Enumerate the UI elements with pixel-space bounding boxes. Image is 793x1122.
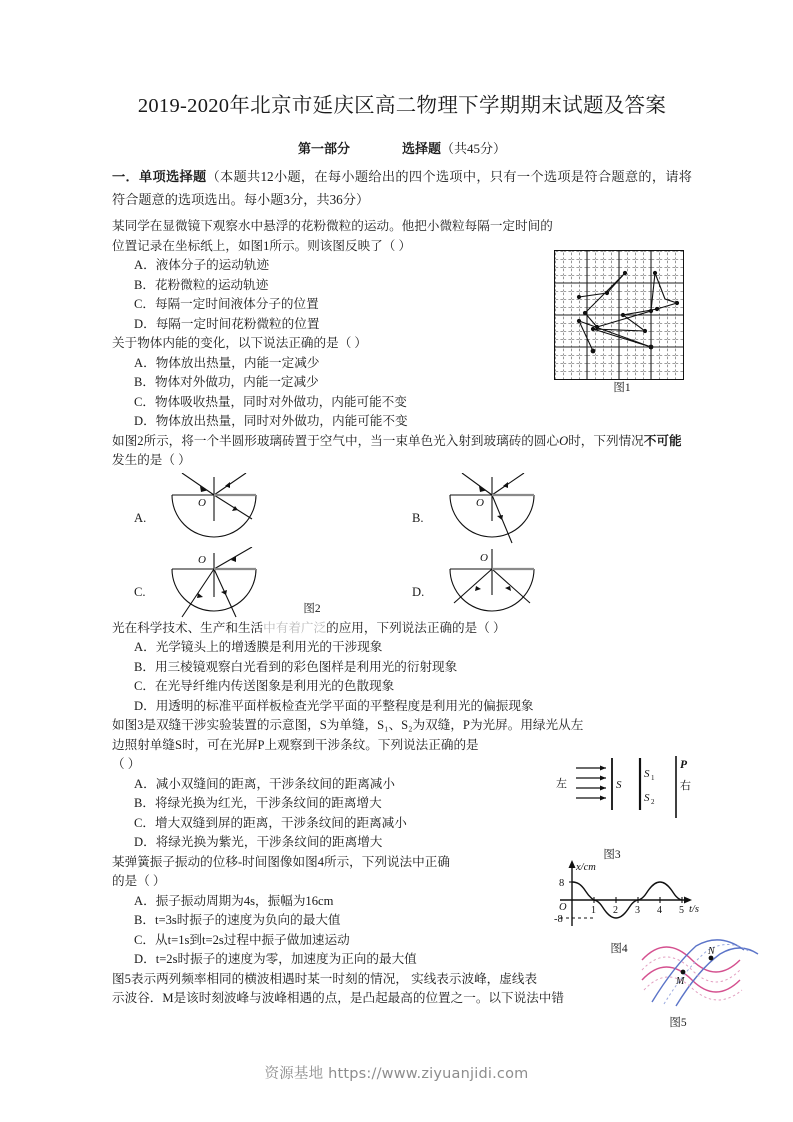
question-1-option-a: A．液体分子的运动轨迹 <box>134 258 270 272</box>
question-6-option-b: B．t=3s时振子的速度为负向的最大值 <box>134 913 341 927</box>
figure-5-caption: 图5 <box>669 1017 687 1029</box>
figure-2-diagram-d <box>432 547 552 625</box>
question-2-option-c: C．物体吸收热量，同时对外做功，内能可能不变 <box>134 394 407 409</box>
svg-text:S: S <box>644 768 650 780</box>
svg-text:x/cm: x/cm <box>576 862 596 873</box>
svg-text:3: 3 <box>635 905 640 916</box>
question-4-option-b: B．用三棱镜观察白光看到的彩色图样是利用光的衍射现象 <box>134 659 458 674</box>
instruction-body: （本题共12小题，在每小题给出的四个选项中，只有一个选项是符合题意的，请将符合题意的选项选出。每小题3分，共36分） <box>112 169 692 207</box>
question-7 <box>112 970 692 1009</box>
svg-text:O: O <box>198 496 206 509</box>
svg-text:t/s: t/s <box>689 904 699 915</box>
question-3-emphasis: 不可能 <box>643 433 682 448</box>
svg-text:2: 2 <box>613 905 618 916</box>
question-6-stem-line-1: 某弹簧振子振动的位移-时间图像如图4所示，下列说法中正确 <box>112 854 450 869</box>
figure-5 <box>640 936 764 1030</box>
figure-1 <box>554 250 690 395</box>
question-4-stem <box>112 619 692 639</box>
question-7-stem-line-2: 示波谷．M是该时刻波峰与波峰相遇的点，是凸起最高的位置之一。以下说法中错 <box>112 991 564 1005</box>
question-1-option-d: D．每隔一定时间花粉微粒的位置 <box>134 316 320 331</box>
question-6-option-a: A．振子振动周期为4s，振幅为16cm <box>134 893 334 908</box>
instruction-text <box>112 165 692 211</box>
svg-text:S: S <box>644 792 650 804</box>
question-2-stem: 关于物体内能的变化，以下说法正确的是（ ） <box>112 336 368 350</box>
figure-2-diagram-b <box>432 473 552 553</box>
figure-2-label-b: B. <box>412 510 424 525</box>
svg-text:1: 1 <box>591 905 596 916</box>
question-5-option-b: B．将绿光换为红光，干涉条纹间的距离增大 <box>134 796 382 810</box>
svg-text:S: S <box>616 779 622 791</box>
svg-text:P: P <box>680 759 688 771</box>
svg-text:左: 左 <box>556 778 567 790</box>
figure-2-diagram-c <box>154 547 274 625</box>
figure-2-label-c: C. <box>134 584 146 599</box>
question-5-option-d: D．将绿光换为紫光，干涉条纹间的距离增大 <box>134 835 383 849</box>
question-4-option-c: C．在光导纤维内传送图象是利用光的色散现象 <box>134 679 395 693</box>
svg-text:右: 右 <box>680 780 691 792</box>
question-7-stem-line-1: 图5表示两列频率相同的横波相遇时某一时刻的情况， 实线表示波峰，虚线表 <box>112 971 538 986</box>
svg-text:O: O <box>480 551 488 564</box>
question-6-stem-line-2: 的是（ ） <box>112 874 166 888</box>
figure-2-diagram-a <box>154 473 274 549</box>
figure-2-label-d: D. <box>412 584 425 599</box>
question-1-option-b: B．花粉微粒的运动轨迹 <box>134 277 269 292</box>
question-5-stem-line-2: 边照射单缝S时，可在光屏P上观察到干涉条纹。下列说法正确的是 <box>112 737 479 752</box>
question-6-option-c: C．从t=1s到t=2s过程中振子做加速运动 <box>134 932 350 947</box>
instruction-prefix: 一．单项选择题 <box>112 169 207 184</box>
question-1-stem: 某同学在显微镜下观察水中悬浮的花粉微粒的运动。他把小微粒每隔一定时间的位置记录在坐标纸上，如图1所示。则该图反映了（ ） <box>112 219 553 253</box>
figure-1-caption: 图1 <box>613 382 631 394</box>
question-5-option-a: A．减小双缝间的距离，干涉条纹间的距离减小 <box>134 776 395 791</box>
question-5-stem-line-3: （ ） <box>112 757 141 771</box>
part-name: 选择题 <box>401 141 441 156</box>
question-4 <box>112 619 692 717</box>
svg-text:O: O <box>559 902 567 913</box>
svg-text:2: 2 <box>651 798 655 806</box>
question-4-option-d: D．用透明的标准平面样板检查光学平面的平整程度是利用光的偏振现象 <box>134 698 534 713</box>
svg-text:-8: -8 <box>554 914 563 925</box>
question-3-stem-part-a: 如图2所示，将一个半圆形玻璃砖置于空气中，当一束单色光入射到玻璃砖的圆心 <box>112 433 560 448</box>
question-3-center-symbol: O <box>559 433 569 448</box>
question-3-stem-part-c: 发生的是（ ） <box>112 453 191 467</box>
svg-text:O: O <box>476 496 484 509</box>
page-title: 2019-2020年北京市延庆区高二物理下学期期末试题及答案 <box>137 95 667 117</box>
question-5-stem-line-1: 如图3是双缝干涉实验装置的示意图，S为单缝，S₁、S₂为双缝，P为光屏。用绿光从左 <box>112 718 584 732</box>
svg-text:1: 1 <box>651 774 655 782</box>
svg-text:N: N <box>708 946 715 957</box>
question-2-option-d: D．物体放出热量，同时对外做功，内能可能不变 <box>134 414 408 428</box>
page-content <box>112 88 715 1029</box>
part-score: （共45分） <box>441 141 507 156</box>
question-2-option-a: A．物体放出热量，内能一定减少 <box>134 355 320 370</box>
question-3-stem-part-b: 时，下列情况 <box>568 433 644 448</box>
question-3 <box>112 432 692 625</box>
figure-3 <box>554 756 694 862</box>
figure-4-chart <box>550 860 700 936</box>
question-4-stem-faded: 中有着广泛 <box>263 620 327 635</box>
figure-1-grid <box>554 250 684 380</box>
figure-3-diagram <box>554 756 694 842</box>
svg-text:4: 4 <box>657 905 662 916</box>
part-heading <box>112 138 692 157</box>
site-watermark: 资源基地 https://www.ziyuanjidi.com <box>264 1066 529 1082</box>
part-label: 第一部分 <box>297 141 350 156</box>
question-4-stem-part-b: 的应用，下列说法正确的是（ ） <box>326 620 506 635</box>
svg-text:M: M <box>676 976 685 987</box>
question-3-stem <box>112 432 692 471</box>
figure-4-caption: 图4 <box>610 943 628 955</box>
question-6-option-d: D．t=2s时振子的速度为零，加速度为正向的最大值 <box>134 952 417 966</box>
question-4-option-a: A．光学镜头上的增透膜是利用光的干涉现象 <box>134 640 383 654</box>
question-1-option-c: C．每隔一定时间液体分子的位置 <box>134 297 319 311</box>
figure-2-label-a: A. <box>134 510 147 525</box>
svg-text:O: O <box>198 553 206 566</box>
svg-text:5: 5 <box>679 905 684 916</box>
question-5-option-c: C．增大双缝到屏的距离，干涉条纹间的距离减小 <box>134 815 407 830</box>
question-4-stem-part-a: 光在科学技术、生产和生活 <box>112 620 264 635</box>
figure-2-caption: 图2 <box>303 602 321 615</box>
question-2-option-b: B．物体对外做功，内能一定减少 <box>134 375 319 389</box>
figure-3-caption: 图3 <box>603 849 621 861</box>
figure-5-diagram <box>640 936 764 1010</box>
svg-text:8: 8 <box>559 878 565 889</box>
figure-2 <box>112 473 692 625</box>
